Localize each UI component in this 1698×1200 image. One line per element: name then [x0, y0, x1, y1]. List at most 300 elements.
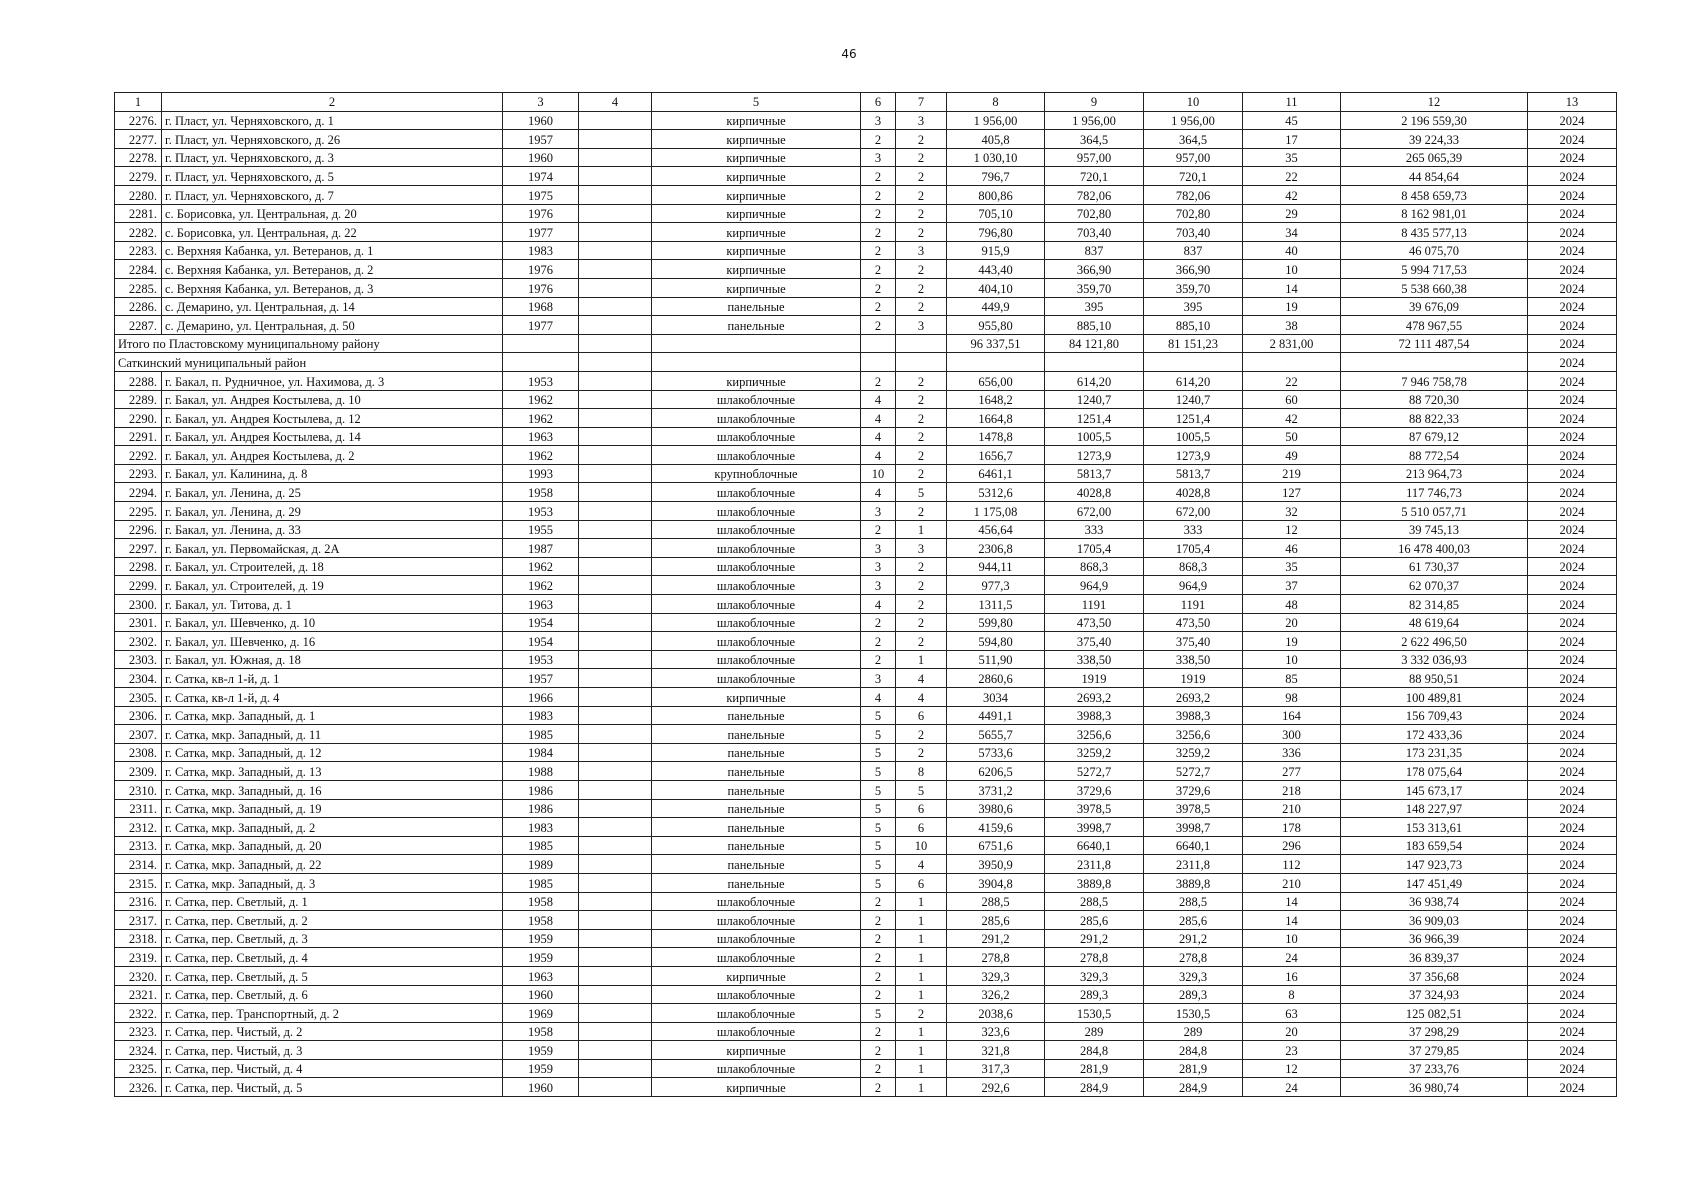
area-3: 2311,8 — [1144, 855, 1243, 874]
table-row — [115, 576, 1617, 595]
total-area: 288,5 — [947, 892, 1045, 911]
year-built: 1959 — [503, 929, 579, 948]
target-year: 2024 — [1528, 929, 1617, 948]
target-year: 2024 — [1528, 613, 1617, 632]
target-year: 2024 — [1528, 836, 1617, 855]
target-year: 2024 — [1528, 334, 1617, 353]
row-number: 2302. — [115, 632, 162, 651]
cost: 88 720,30 — [1341, 390, 1528, 409]
col-4 — [579, 818, 652, 837]
row-number: 2318. — [115, 929, 162, 948]
address: г. Сатка, пер. Светлый, д. 1 — [162, 892, 503, 911]
cost — [1341, 353, 1528, 372]
cost: 61 730,37 — [1341, 557, 1528, 576]
total-area: 326,2 — [947, 985, 1045, 1004]
floors: 2 — [861, 185, 896, 204]
target-year: 2024 — [1528, 966, 1617, 985]
residents: 38 — [1243, 316, 1341, 335]
area-2: 1705,4 — [1045, 539, 1144, 558]
area-2: 614,20 — [1045, 371, 1144, 390]
table-row — [115, 780, 1617, 799]
entrances — [896, 353, 947, 372]
target-year: 2024 — [1528, 260, 1617, 279]
wall-material: панельные — [652, 780, 861, 799]
wall-material: кирпичные — [652, 1078, 861, 1097]
year-built: 1963 — [503, 595, 579, 614]
entrances: 3 — [896, 111, 947, 130]
area-2: 837 — [1045, 241, 1144, 260]
floors: 2 — [861, 297, 896, 316]
cost: 48 619,64 — [1341, 613, 1528, 632]
entrances: 2 — [896, 427, 947, 446]
area-2: 1273,9 — [1045, 446, 1144, 465]
floors: 2 — [861, 371, 896, 390]
district-row-label: Саткинский муниципальный район — [115, 353, 503, 372]
area-2: 5813,7 — [1045, 464, 1144, 483]
table-body — [115, 93, 1617, 1097]
area-3: 289,3 — [1144, 985, 1243, 1004]
total-area: 915,9 — [947, 241, 1045, 260]
col-4 — [579, 167, 652, 186]
residents: 63 — [1243, 1004, 1341, 1023]
address: с. Верхняя Кабанка, ул. Ветеранов, д. 1 — [162, 241, 503, 260]
table-row — [115, 409, 1617, 428]
floors — [861, 353, 896, 372]
entrances: 6 — [896, 706, 947, 725]
row-number: 2290. — [115, 409, 162, 428]
wall-material: шлакоблочные — [652, 446, 861, 465]
area-2: 672,00 — [1045, 502, 1144, 521]
floors: 5 — [861, 799, 896, 818]
area-3: 672,00 — [1144, 502, 1243, 521]
row-number: 2297. — [115, 539, 162, 558]
table-row — [115, 1022, 1617, 1041]
col-4 — [579, 353, 652, 372]
area-3: 375,40 — [1144, 632, 1243, 651]
area-3: 2693,2 — [1144, 688, 1243, 707]
row-number: 2307. — [115, 725, 162, 744]
year-built: 1985 — [503, 873, 579, 892]
address: г. Пласт, ул. Черняховского, д. 5 — [162, 167, 503, 186]
area-3: 288,5 — [1144, 892, 1243, 911]
year-built: 1993 — [503, 464, 579, 483]
table-row — [115, 204, 1617, 223]
wall-material: кирпичные — [652, 1041, 861, 1060]
col-4 — [579, 446, 652, 465]
total-area: 456,64 — [947, 520, 1045, 539]
cost: 88 950,51 — [1341, 669, 1528, 688]
year-built: 1989 — [503, 855, 579, 874]
table-row — [115, 297, 1617, 316]
year-built: 1987 — [503, 539, 579, 558]
entrances: 1 — [896, 1022, 947, 1041]
row-number: 2324. — [115, 1041, 162, 1060]
cost: 36 938,74 — [1341, 892, 1528, 911]
cost: 37 279,85 — [1341, 1041, 1528, 1060]
column-header-7: 7 — [896, 93, 947, 112]
cost: 8 162 981,01 — [1341, 204, 1528, 223]
target-year: 2024 — [1528, 111, 1617, 130]
address: г. Бакал, ул. Андрея Костылева, д. 2 — [162, 446, 503, 465]
entrances: 2 — [896, 743, 947, 762]
table-row — [115, 446, 1617, 465]
residents: 20 — [1243, 613, 1341, 632]
residents: 14 — [1243, 278, 1341, 297]
total-area: 285,6 — [947, 911, 1045, 930]
address: г. Сатка, пер. Светлый, д. 3 — [162, 929, 503, 948]
address: г. Бакал, п. Рудничное, ул. Нахимова, д. 3 — [162, 371, 503, 390]
year-built: 1983 — [503, 818, 579, 837]
target-year: 2024 — [1528, 297, 1617, 316]
address: с. Верхняя Кабанка, ул. Ветеранов, д. 3 — [162, 278, 503, 297]
row-number: 2281. — [115, 204, 162, 223]
wall-material: кирпичные — [652, 185, 861, 204]
wall-material: шлакоблочные — [652, 409, 861, 428]
entrances: 1 — [896, 985, 947, 1004]
total-area: 3034 — [947, 688, 1045, 707]
address: г. Сатка, пер. Светлый, д. 4 — [162, 948, 503, 967]
year-built: 1953 — [503, 650, 579, 669]
address: г. Сатка, пер. Чистый, д. 2 — [162, 1022, 503, 1041]
row-number: 2305. — [115, 688, 162, 707]
column-header-4: 4 — [579, 93, 652, 112]
wall-material: кирпичные — [652, 223, 861, 242]
residents: 35 — [1243, 148, 1341, 167]
col-4 — [579, 278, 652, 297]
wall-material: панельные — [652, 297, 861, 316]
total-area: 4491,1 — [947, 706, 1045, 725]
total-area: 96 337,51 — [947, 334, 1045, 353]
total-area: 599,80 — [947, 613, 1045, 632]
floors: 5 — [861, 743, 896, 762]
table-row — [115, 892, 1617, 911]
entrances: 1 — [896, 650, 947, 669]
address: г. Сатка, кв-л 1-й, д. 4 — [162, 688, 503, 707]
year-built: 1976 — [503, 260, 579, 279]
cost: 88 772,54 — [1341, 446, 1528, 465]
floors: 4 — [861, 446, 896, 465]
table-row — [115, 743, 1617, 762]
area-3: 1240,7 — [1144, 390, 1243, 409]
entrances: 2 — [896, 260, 947, 279]
cost: 39 224,33 — [1341, 130, 1528, 149]
address: г. Сатка, мкр. Западный, д. 12 — [162, 743, 503, 762]
col-4 — [579, 483, 652, 502]
address: г. Сатка, мкр. Западный, д. 2 — [162, 818, 503, 837]
total-row-label: Итого по Пластовскому муниципальному району — [115, 334, 503, 353]
floors: 5 — [861, 873, 896, 892]
entrances: 3 — [896, 539, 947, 558]
residents: 22 — [1243, 371, 1341, 390]
area-2: 702,80 — [1045, 204, 1144, 223]
cost: 46 075,70 — [1341, 241, 1528, 260]
address: г. Бакал, ул. Первомайская, д. 2А — [162, 539, 503, 558]
col-4 — [579, 780, 652, 799]
total-area: 796,7 — [947, 167, 1045, 186]
floors: 2 — [861, 223, 896, 242]
entrances: 2 — [896, 595, 947, 614]
area-2: 3889,8 — [1045, 873, 1144, 892]
wall-material: шлакоблочные — [652, 595, 861, 614]
target-year: 2024 — [1528, 557, 1617, 576]
area-2: 289 — [1045, 1022, 1144, 1041]
col-4 — [579, 725, 652, 744]
row-number: 2293. — [115, 464, 162, 483]
row-number: 2296. — [115, 520, 162, 539]
residents: 17 — [1243, 130, 1341, 149]
row-number: 2314. — [115, 855, 162, 874]
area-3: 837 — [1144, 241, 1243, 260]
wall-material: панельные — [652, 873, 861, 892]
col-4 — [579, 1022, 652, 1041]
year-built: 1957 — [503, 669, 579, 688]
cost: 172 433,36 — [1341, 725, 1528, 744]
target-year: 2024 — [1528, 818, 1617, 837]
total-area: 3731,2 — [947, 780, 1045, 799]
target-year: 2024 — [1528, 185, 1617, 204]
area-3: 281,9 — [1144, 1059, 1243, 1078]
row-number: 2322. — [115, 1004, 162, 1023]
address: г. Сатка, мкр. Западный, д. 16 — [162, 780, 503, 799]
target-year: 2024 — [1528, 409, 1617, 428]
entrances: 2 — [896, 130, 947, 149]
area-3: 3729,6 — [1144, 780, 1243, 799]
area-3: 285,6 — [1144, 911, 1243, 930]
area-3: 885,10 — [1144, 316, 1243, 335]
residents: 219 — [1243, 464, 1341, 483]
target-year: 2024 — [1528, 167, 1617, 186]
column-header-5: 5 — [652, 93, 861, 112]
column-header-11: 11 — [1243, 93, 1341, 112]
residents: 98 — [1243, 688, 1341, 707]
year-built: 1957 — [503, 130, 579, 149]
entrances: 2 — [896, 632, 947, 651]
table-row — [115, 799, 1617, 818]
residents: 10 — [1243, 260, 1341, 279]
residents: 16 — [1243, 966, 1341, 985]
col-4 — [579, 130, 652, 149]
table-row — [115, 613, 1617, 632]
total-area: 4159,6 — [947, 818, 1045, 837]
area-2: 338,50 — [1045, 650, 1144, 669]
col-4 — [579, 334, 652, 353]
floors: 2 — [861, 1078, 896, 1097]
area-2: 364,5 — [1045, 130, 1144, 149]
residents: 19 — [1243, 297, 1341, 316]
area-3: 366,90 — [1144, 260, 1243, 279]
row-number: 2319. — [115, 948, 162, 967]
floors: 4 — [861, 390, 896, 409]
residents: 19 — [1243, 632, 1341, 651]
cost: 62 070,37 — [1341, 576, 1528, 595]
wall-material: шлакоблочные — [652, 539, 861, 558]
row-number: 2292. — [115, 446, 162, 465]
address: г. Сатка, мкр. Западный, д. 22 — [162, 855, 503, 874]
address: г. Пласт, ул. Черняховского, д. 1 — [162, 111, 503, 130]
total-area: 317,3 — [947, 1059, 1045, 1078]
residents: 34 — [1243, 223, 1341, 242]
total-area: 329,3 — [947, 966, 1045, 985]
entrances: 2 — [896, 1004, 947, 1023]
address: г. Бакал, ул. Шевченко, д. 10 — [162, 613, 503, 632]
entrances: 2 — [896, 464, 947, 483]
area-2: 3729,6 — [1045, 780, 1144, 799]
col-4 — [579, 762, 652, 781]
col-4 — [579, 1078, 652, 1097]
address: г. Бакал, ул. Андрея Костылева, д. 12 — [162, 409, 503, 428]
year-built: 1986 — [503, 780, 579, 799]
residents: 12 — [1243, 520, 1341, 539]
year-built: 1983 — [503, 706, 579, 725]
target-year: 2024 — [1528, 762, 1617, 781]
year-built: 1962 — [503, 446, 579, 465]
floors: 3 — [861, 557, 896, 576]
area-3: 359,70 — [1144, 278, 1243, 297]
entrances: 2 — [896, 576, 947, 595]
target-year: 2024 — [1528, 725, 1617, 744]
cost: 37 324,93 — [1341, 985, 1528, 1004]
target-year: 2024 — [1528, 464, 1617, 483]
table-row — [115, 185, 1617, 204]
area-2: 281,9 — [1045, 1059, 1144, 1078]
address: г. Сатка, мкр. Западный, д. 11 — [162, 725, 503, 744]
wall-material: шлакоблочные — [652, 390, 861, 409]
row-number: 2312. — [115, 818, 162, 837]
total-area: 800,86 — [947, 185, 1045, 204]
floors: 3 — [861, 148, 896, 167]
area-2: 1191 — [1045, 595, 1144, 614]
wall-material: шлакоблочные — [652, 613, 861, 632]
row-number: 2309. — [115, 762, 162, 781]
district-row — [115, 353, 1617, 372]
row-number: 2311. — [115, 799, 162, 818]
col-4 — [579, 595, 652, 614]
year-built: 1962 — [503, 576, 579, 595]
wall-material — [652, 353, 861, 372]
floors: 3 — [861, 576, 896, 595]
target-year: 2024 — [1528, 688, 1617, 707]
target-year: 2024 — [1528, 948, 1617, 967]
year-built: 1966 — [503, 688, 579, 707]
row-number: 2326. — [115, 1078, 162, 1097]
target-year: 2024 — [1528, 353, 1617, 372]
residents — [1243, 353, 1341, 372]
entrances: 1 — [896, 1078, 947, 1097]
target-year: 2024 — [1528, 873, 1617, 892]
col-4 — [579, 892, 652, 911]
entrances: 1 — [896, 911, 947, 930]
floors: 3 — [861, 111, 896, 130]
page-number: 46 — [841, 47, 857, 61]
col-4 — [579, 557, 652, 576]
target-year: 2024 — [1528, 483, 1617, 502]
residents: 14 — [1243, 911, 1341, 930]
residents: 112 — [1243, 855, 1341, 874]
residents: 2 831,00 — [1243, 334, 1341, 353]
area-3: 284,9 — [1144, 1078, 1243, 1097]
row-number: 2303. — [115, 650, 162, 669]
col-4 — [579, 371, 652, 390]
cost: 5 994 717,53 — [1341, 260, 1528, 279]
col-4 — [579, 520, 652, 539]
col-4 — [579, 111, 652, 130]
floors: 2 — [861, 1041, 896, 1060]
wall-material: кирпичные — [652, 148, 861, 167]
area-3: 3978,5 — [1144, 799, 1243, 818]
floors: 5 — [861, 706, 896, 725]
floors: 2 — [861, 911, 896, 930]
target-year: 2024 — [1528, 706, 1617, 725]
col-4 — [579, 464, 652, 483]
address: г. Бакал, ул. Титова, д. 1 — [162, 595, 503, 614]
target-year: 2024 — [1528, 780, 1617, 799]
total-area: 1 175,08 — [947, 502, 1045, 521]
entrances: 1 — [896, 892, 947, 911]
target-year: 2024 — [1528, 595, 1617, 614]
total-area: 6751,6 — [947, 836, 1045, 855]
residents: 10 — [1243, 650, 1341, 669]
row-number: 2286. — [115, 297, 162, 316]
column-header-3: 3 — [503, 93, 579, 112]
area-2: 4028,8 — [1045, 483, 1144, 502]
total-area: 1478,8 — [947, 427, 1045, 446]
wall-material: панельные — [652, 316, 861, 335]
table-row — [115, 1041, 1617, 1060]
entrances: 2 — [896, 148, 947, 167]
year-built: 1975 — [503, 185, 579, 204]
total-area: 278,8 — [947, 948, 1045, 967]
address: г. Пласт, ул. Черняховского, д. 3 — [162, 148, 503, 167]
entrances: 3 — [896, 241, 947, 260]
residents: 37 — [1243, 576, 1341, 595]
area-2: 284,8 — [1045, 1041, 1144, 1060]
cost: 7 946 758,78 — [1341, 371, 1528, 390]
row-number: 2325. — [115, 1059, 162, 1078]
cost: 147 451,49 — [1341, 873, 1528, 892]
table-row — [115, 1059, 1617, 1078]
entrances: 2 — [896, 409, 947, 428]
area-2: 359,70 — [1045, 278, 1144, 297]
area-3: 1273,9 — [1144, 446, 1243, 465]
floors: 5 — [861, 725, 896, 744]
row-number: 2310. — [115, 780, 162, 799]
table-row — [115, 855, 1617, 874]
area-3: 1251,4 — [1144, 409, 1243, 428]
address: г. Сатка, мкр. Западный, д. 3 — [162, 873, 503, 892]
residents: 35 — [1243, 557, 1341, 576]
col-4 — [579, 185, 652, 204]
area-2: 2311,8 — [1045, 855, 1144, 874]
wall-material: шлакоблочные — [652, 669, 861, 688]
total-area: 405,8 — [947, 130, 1045, 149]
address: г. Бакал, ул. Южная, д. 18 — [162, 650, 503, 669]
col-4 — [579, 688, 652, 707]
total-area: 1 956,00 — [947, 111, 1045, 130]
area-2: 885,10 — [1045, 316, 1144, 335]
target-year: 2024 — [1528, 427, 1617, 446]
table-row — [115, 260, 1617, 279]
target-year: 2024 — [1528, 446, 1617, 465]
cost: 178 075,64 — [1341, 762, 1528, 781]
area-3: 702,80 — [1144, 204, 1243, 223]
floors: 4 — [861, 427, 896, 446]
wall-material: панельные — [652, 762, 861, 781]
area-2: 3978,5 — [1045, 799, 1144, 818]
target-year: 2024 — [1528, 911, 1617, 930]
cost: 8 435 577,13 — [1341, 223, 1528, 242]
col-4 — [579, 985, 652, 1004]
floors: 2 — [861, 929, 896, 948]
